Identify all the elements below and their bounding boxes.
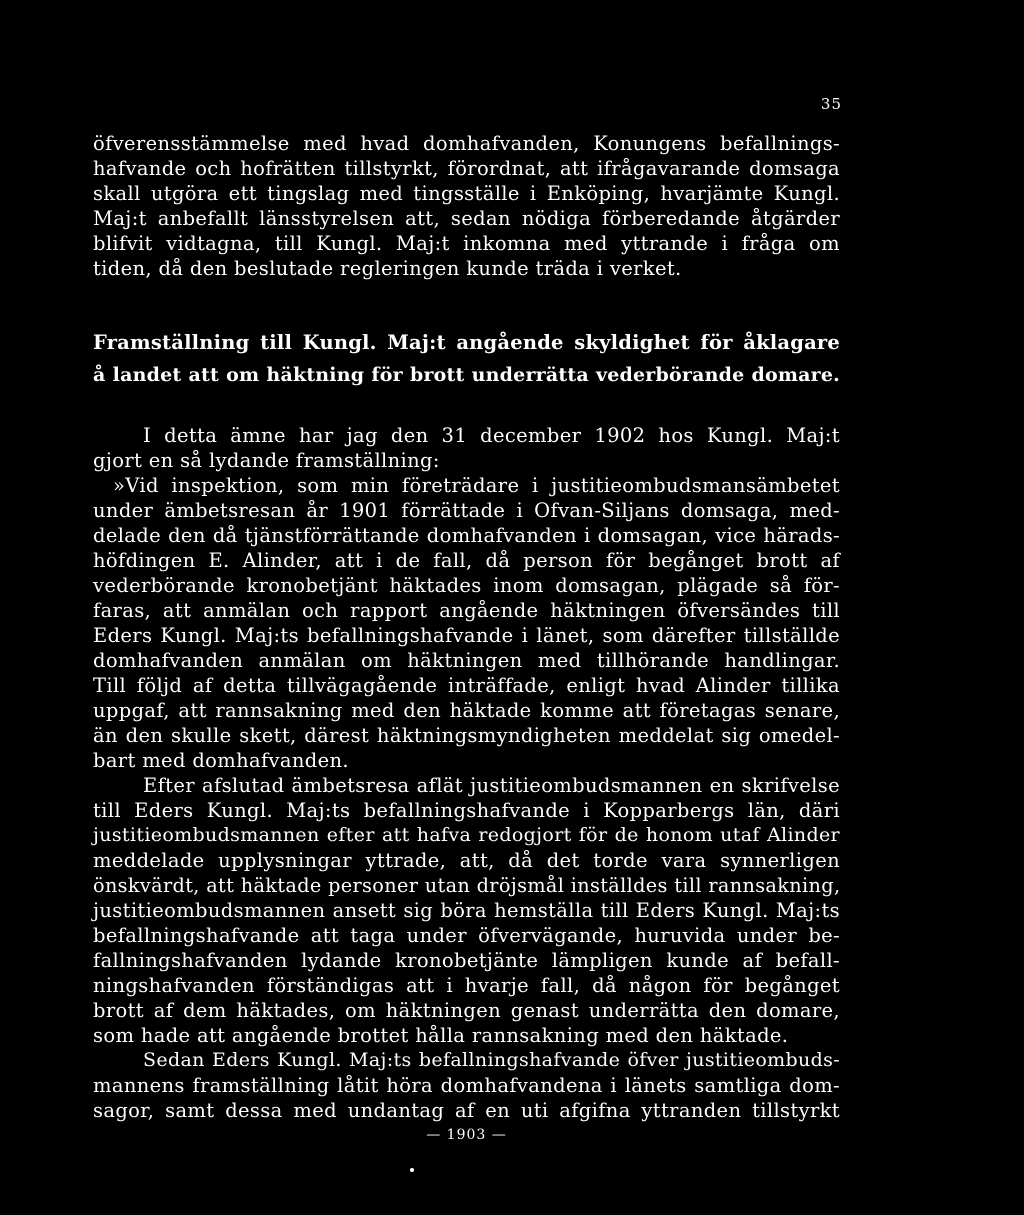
text-line: fallningshafvanden lydande kronobetjänte lämpligen kunde af befall- [93,949,840,972]
text-line: blifvit vidtagna, till Kungl. Maj:t inkomna med yttrande i fråga om [93,232,840,255]
text-line: höfdingen E. Alinder, att i de fall, då person för begånget brott af [93,549,840,572]
text-line: befallningshafvande att taga under öfvervägande, huruvida under be- [93,924,840,947]
page-footer-year: — 1903 — [426,1127,507,1143]
text-line: Sedan Eders Kungl. Maj:ts befallningshafvande öfver justitieombuds- [143,1049,840,1071]
text-line: domhafvanden anmälan om häktningen med tillhörande handlingar. [93,649,840,672]
text-line: uppgaf, att rannsakning med den häktade komme att företagas senare, [93,699,840,722]
text-line: justitieombudsmannen ansett sig böra hemställa till Eders Kungl. Maj:ts [93,899,840,922]
text-line: tiden, då den beslutade regleringen kunde träda i verket. [93,257,682,280]
text-line: delade den då tjänstförrättande domhafvanden i domsagan, vice härads- [93,524,840,547]
scan-speck [410,1168,414,1172]
text-line: gjort en så lydande framställning: [93,449,440,472]
text-line: Eders Kungl. Maj:ts befallningshafvande i länet, som därefter tillställde [93,624,840,647]
text-line: till Eders Kungl. Maj:ts befallningshafvande i Kopparbergs län, däri [93,799,840,822]
text-line: ningshafvanden förständigas att i hvarje fall, då någon för begånget [93,974,840,997]
text-line: Till följd af detta tillvägagående inträffade, enligt hvad Alinder tillika [93,674,840,697]
text-line: Maj:t anbefallt länsstyrelsen att, sedan nödiga förberedande åtgärder [93,207,840,230]
text-line: som hade att angående brottet hålla rannsakning med den häktade. [93,1024,789,1047]
text-line: än den skulle skett, därest häktningsmyndigheten meddelat sig omedel- [93,724,840,747]
text-line: justitieombudsmannen efter att hafva redogjort för de honom utaf Alinder [93,824,840,846]
text-line: under ämbetsresan år 1901 förrättade i Ofvan-Siljans domsaga, med- [93,499,840,522]
text-line: skall utgöra ett tingslag med tingsställe i Enköping, hvarjämte Kungl. [93,182,840,205]
page-number: 35 [820,95,842,113]
text-line: vederbörande kronobetjänt häktades inom domsagan, plägade så för- [93,574,840,597]
text-line: brott af dem häktades, om häktningen genast underrätta den domare, [93,999,840,1022]
text-line: önskvärdt, att häktade personer utan dröjsmål inställdes till rannsakning, [93,874,841,897]
text-line: bart med domhafvanden. [93,749,349,772]
quote-start-line: »Vid inspektion, som min företrädare i justitieombudsmansämbetet [113,474,840,497]
text-line: mannens framställning låtit höra domhafvandena i länets samtliga dom- [93,1074,840,1097]
text-line: hafvande och hofrätten tillstyrkt, förordnat, att ifrågavarande domsaga [93,157,840,180]
text-line: öfverensstämmelse med hvad domhafvanden, Konungens befallnings- [93,132,840,155]
section-heading-line: å landet att om häktning för brott underrätta vederbörande domare. [93,364,840,386]
section-heading-line: Framställning till Kungl. Maj:t angående skyldighet för åklagare [93,331,840,354]
text-line: Efter afslutad ämbetsresa aflät justitieombudsmannen en skrifvelse [143,774,840,797]
text-line: I detta ämne har jag den 31 december 1902 hos Kungl. Maj:t [143,424,840,447]
text-line: meddelade upplysningar yttrade, att, då det torde vara synnerligen [93,849,840,872]
text-line: faras, att anmälan och rapport angående häktningen öfversändes till [93,599,840,622]
text-line: sagor, samt dessa med undantag af en uti afgifna yttranden tillstyrkt [93,1099,840,1122]
